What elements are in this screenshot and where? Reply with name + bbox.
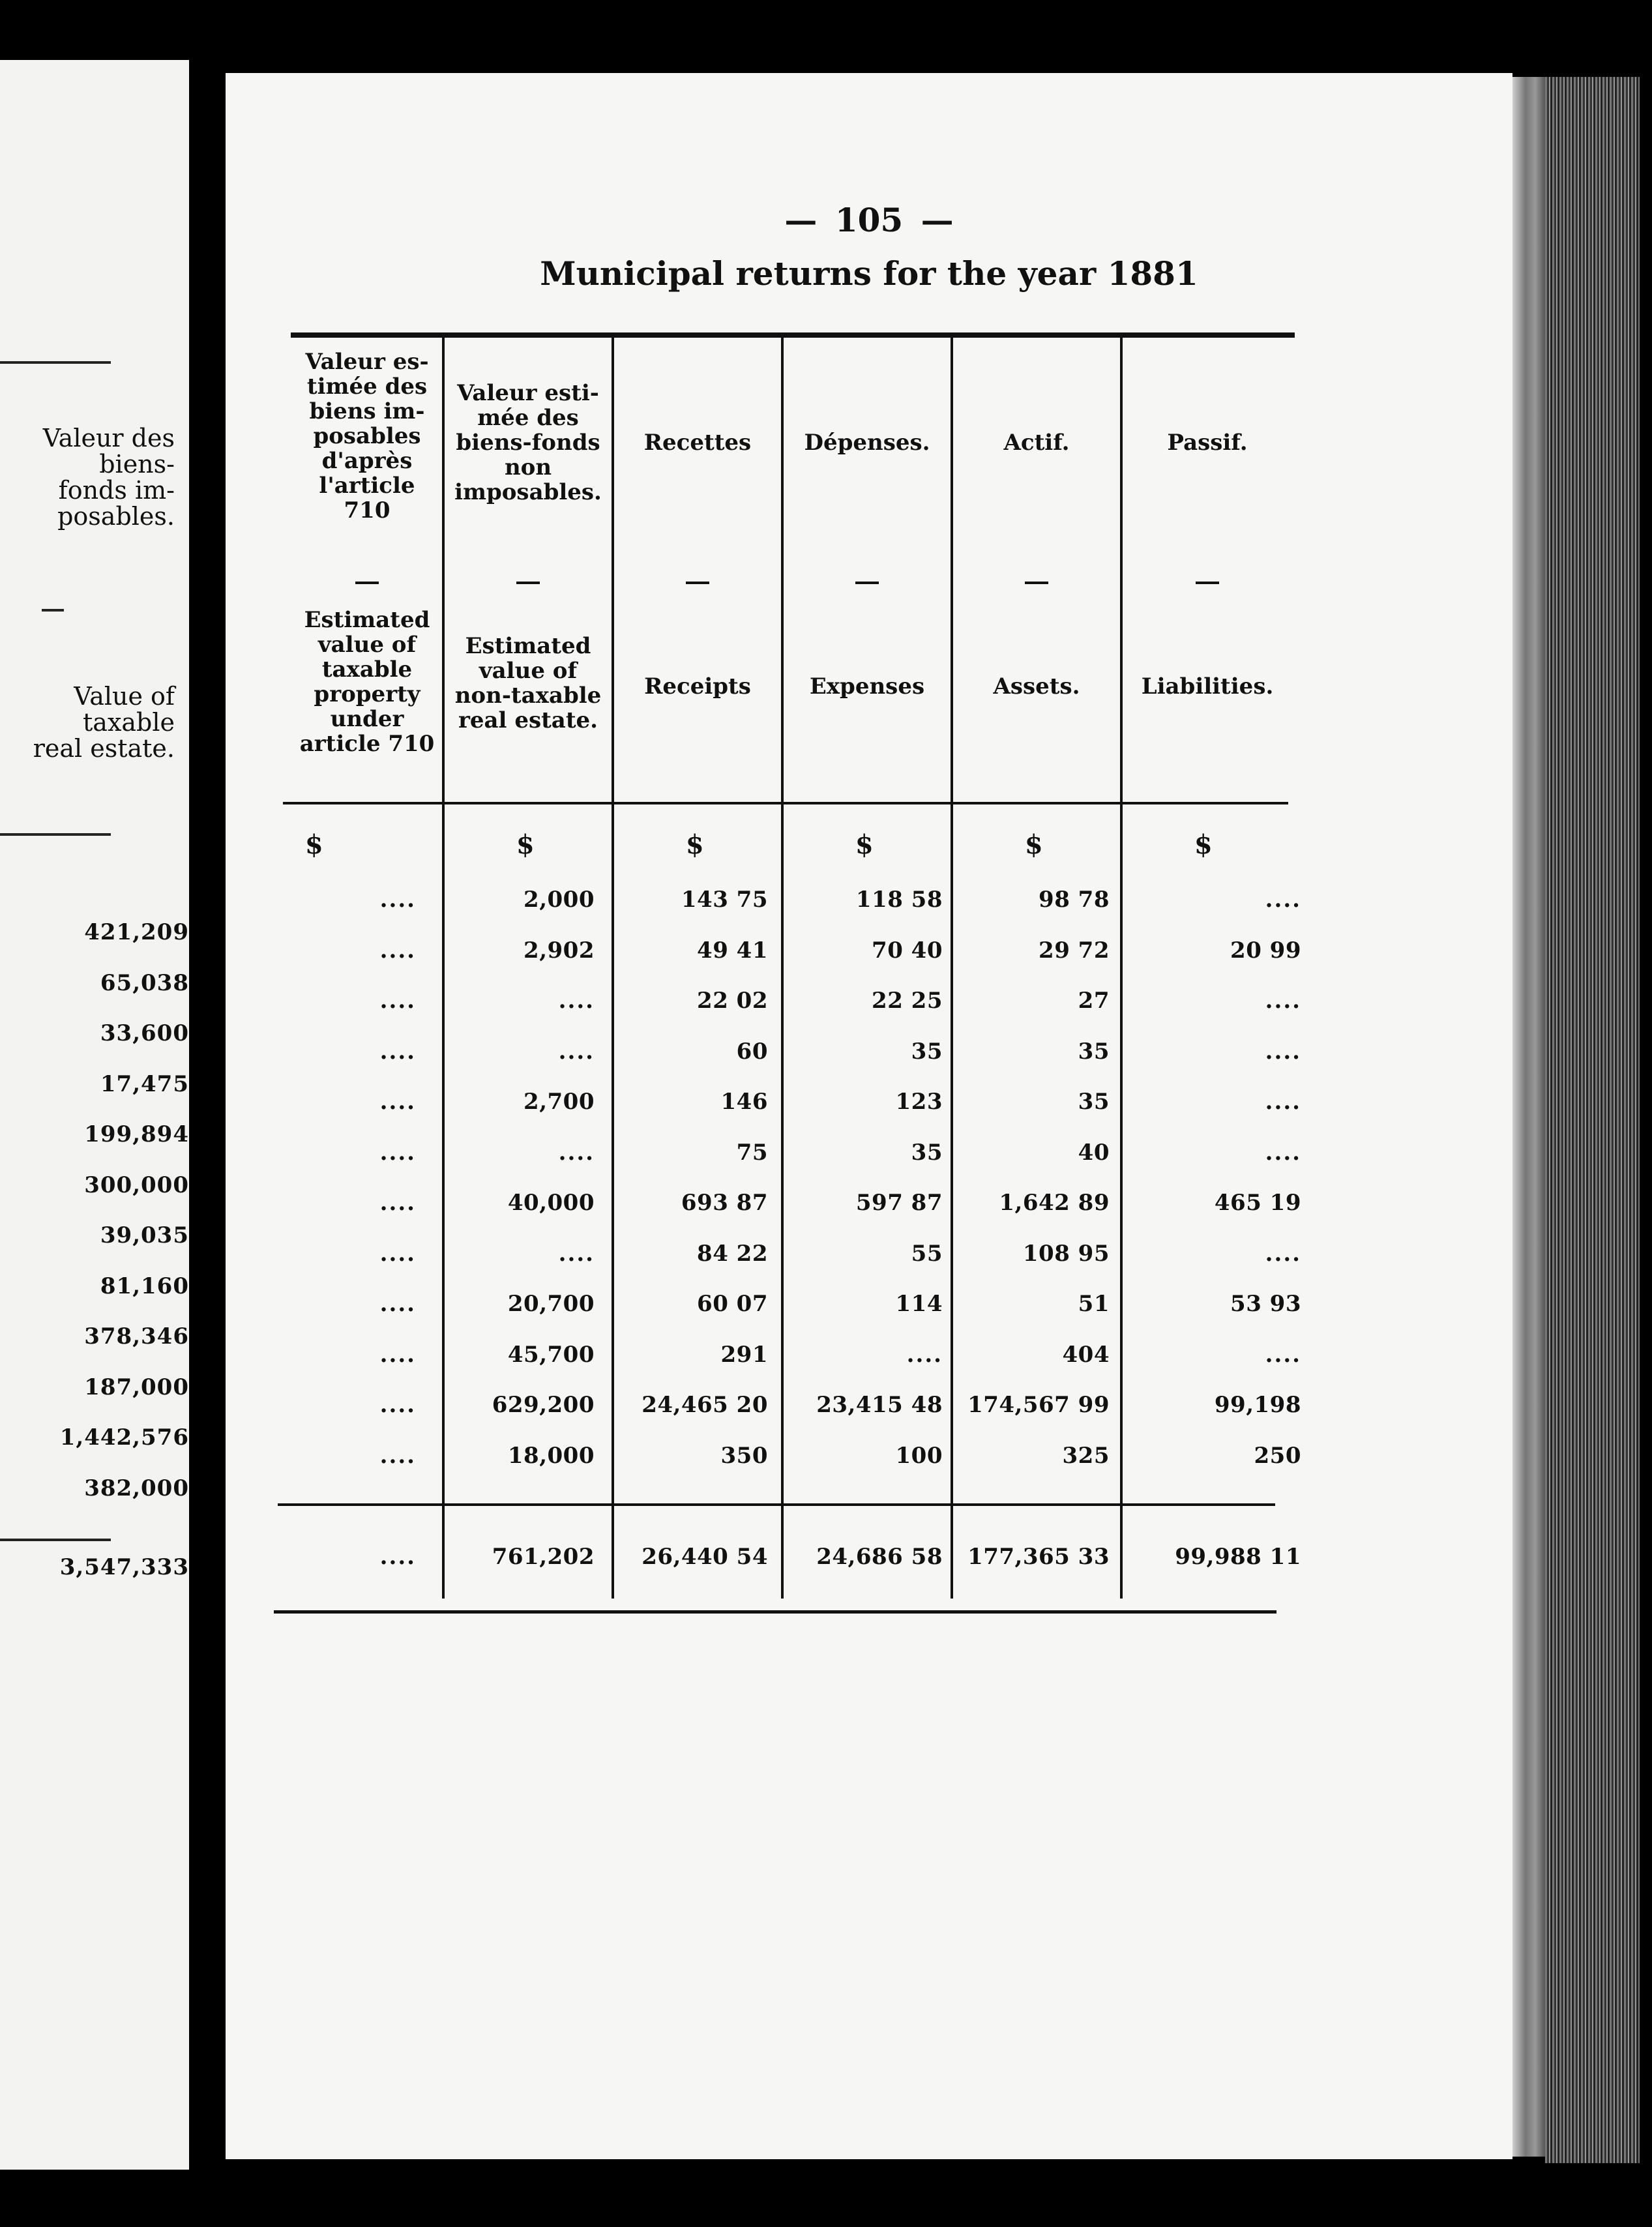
table-cell: .... bbox=[558, 1240, 595, 1267]
column-header-french: Valeur esti- mée des biens-fonds non imposables. bbox=[454, 380, 602, 505]
table-cell: 75 bbox=[736, 1139, 768, 1166]
table-cell: 35 bbox=[1078, 1089, 1110, 1115]
table-cell: 174,567 99 bbox=[967, 1392, 1110, 1418]
table-cell: 2,902 bbox=[524, 937, 595, 964]
table-cell: 35 bbox=[1078, 1038, 1110, 1065]
table-cell: 404 bbox=[1062, 1341, 1110, 1368]
column-header bbox=[447, 73, 609, 797]
column-divider bbox=[781, 338, 784, 1599]
table-cell: 108 95 bbox=[1022, 1240, 1110, 1267]
table-cell: 693 87 bbox=[681, 1190, 768, 1216]
column-header-english: Estimated value of taxable property under article 710 bbox=[299, 607, 435, 757]
column-divider bbox=[1120, 338, 1123, 1599]
table-cell: .... bbox=[1265, 988, 1301, 1014]
page-title: Municipal returns for the year 1881 bbox=[540, 254, 1198, 293]
column-header-english: Estimated value of non-taxable real estate. bbox=[454, 633, 602, 733]
table-cell: 597 87 bbox=[855, 1190, 943, 1216]
table-cell: .... bbox=[1265, 1341, 1301, 1368]
header-dash bbox=[855, 582, 879, 584]
header-dash bbox=[355, 582, 379, 584]
table-cell: 291 bbox=[720, 1341, 768, 1368]
left-value: 300,000 bbox=[84, 1172, 189, 1198]
table-cell: 20 99 bbox=[1230, 937, 1301, 964]
total-rule bbox=[0, 1539, 111, 1541]
table-cell: 22 25 bbox=[872, 988, 943, 1014]
table-cell: 20,700 bbox=[507, 1291, 595, 1317]
header-dash bbox=[686, 582, 709, 584]
table-cell: 40 bbox=[1078, 1139, 1110, 1166]
table-cell: .... bbox=[379, 1240, 416, 1267]
table-cell: 51 bbox=[1078, 1291, 1110, 1317]
table-cell: 98 78 bbox=[1039, 887, 1110, 913]
table-cell: 35 bbox=[911, 1139, 943, 1166]
column-header-french: Recettes bbox=[643, 430, 752, 456]
left-french-header: Valeur des biens- fonds im- posables. bbox=[42, 424, 175, 531]
header-rule bbox=[0, 361, 111, 364]
left-english-header: Value of taxable real estate. bbox=[33, 682, 175, 763]
total-cell: 177,365 33 bbox=[967, 1544, 1110, 1570]
table-cell: 114 bbox=[895, 1291, 943, 1317]
column-header-english: Expenses bbox=[809, 673, 925, 700]
table-cell: .... bbox=[379, 937, 416, 964]
table-cell: 99,198 bbox=[1214, 1392, 1301, 1418]
column-header-french: Dépenses. bbox=[804, 430, 930, 456]
currency-symbol: $ bbox=[304, 829, 324, 860]
table-cell: 23,415 48 bbox=[816, 1392, 943, 1418]
currency-symbol: $ bbox=[855, 829, 874, 860]
header-dash bbox=[1025, 582, 1048, 584]
page bbox=[226, 73, 1512, 2159]
column-header bbox=[956, 73, 1117, 797]
table-cell: 143 75 bbox=[681, 887, 768, 913]
column-header-english: Assets. bbox=[993, 673, 1080, 700]
currency-symbol: $ bbox=[685, 829, 705, 860]
header-dash bbox=[1196, 582, 1219, 584]
table-cell: 22 02 bbox=[697, 988, 768, 1014]
table-cell: .... bbox=[379, 887, 416, 913]
table-cell: .... bbox=[379, 1341, 416, 1368]
table-cell: .... bbox=[1265, 1038, 1301, 1065]
left-total: 3,547,333 bbox=[59, 1554, 189, 1580]
column-header bbox=[1125, 73, 1290, 797]
column-header-english: Receipts bbox=[644, 673, 751, 700]
table-cell: 465 19 bbox=[1214, 1190, 1301, 1216]
total-cell: 24,686 58 bbox=[816, 1544, 943, 1570]
table-cell: 250 bbox=[1254, 1442, 1301, 1469]
table-cell: .... bbox=[379, 1392, 416, 1418]
total-cell: 99,988 11 bbox=[1175, 1544, 1301, 1570]
total-cell: 761,202 bbox=[492, 1544, 595, 1570]
left-value: 33,600 bbox=[100, 1020, 189, 1046]
left-value: 65,038 bbox=[100, 969, 189, 996]
currency-symbol: $ bbox=[516, 829, 535, 860]
left-value: 39,035 bbox=[100, 1222, 189, 1248]
totals-rule bbox=[278, 1503, 1275, 1506]
table-cell: 49 41 bbox=[697, 937, 768, 964]
table-cell: 629,200 bbox=[492, 1392, 595, 1418]
header-dash bbox=[516, 582, 540, 584]
table-cell: .... bbox=[1265, 887, 1301, 913]
table-cell: 70 40 bbox=[872, 937, 943, 964]
column-header-french: Passif. bbox=[1167, 430, 1248, 456]
table-cell: 2,700 bbox=[524, 1089, 595, 1115]
currency-symbol: $ bbox=[1194, 829, 1213, 860]
table-cell: 2,000 bbox=[524, 887, 595, 913]
table-cell: 24,465 20 bbox=[642, 1392, 768, 1418]
left-value: 81,160 bbox=[100, 1273, 189, 1299]
total-cell: .... bbox=[379, 1544, 416, 1570]
table-cell: .... bbox=[379, 1442, 416, 1469]
column-header-french: Actif. bbox=[1003, 430, 1070, 456]
previous-page-fragment bbox=[0, 60, 189, 2170]
table-cell: .... bbox=[379, 1139, 416, 1166]
page-edges bbox=[1545, 77, 1640, 2163]
left-value: 1,442,576 bbox=[59, 1424, 189, 1451]
total-cell: 26,440 54 bbox=[642, 1544, 768, 1570]
column-header bbox=[786, 73, 948, 797]
page-number: — 105 — bbox=[784, 201, 954, 239]
table-cell: .... bbox=[379, 1291, 416, 1317]
table-cell: 60 07 bbox=[697, 1291, 768, 1317]
left-value: 421,209 bbox=[84, 919, 189, 945]
table-cell: 118 58 bbox=[855, 887, 943, 913]
book-spine-shadow bbox=[1512, 77, 1545, 2157]
header-dash bbox=[42, 609, 64, 612]
left-value: 187,000 bbox=[84, 1374, 189, 1400]
table-cell: 27 bbox=[1078, 988, 1110, 1014]
table-cell: .... bbox=[558, 1038, 595, 1065]
column-header-french: Valeur es- timée des biens im- posables d'après l'article 710 bbox=[305, 349, 429, 524]
table-cell: .... bbox=[1265, 1089, 1301, 1115]
table-cell: 60 bbox=[736, 1038, 768, 1065]
table-cell: .... bbox=[379, 1190, 416, 1216]
column-header-english: Liabilities. bbox=[1141, 673, 1274, 700]
column-header bbox=[617, 73, 778, 797]
table-cell: 100 bbox=[895, 1442, 943, 1469]
table-cell: 53 93 bbox=[1230, 1291, 1301, 1317]
left-value: 382,000 bbox=[84, 1475, 189, 1501]
table-bottom-rule bbox=[274, 1610, 1276, 1614]
column-divider bbox=[612, 338, 614, 1599]
table-cell: .... bbox=[906, 1341, 943, 1368]
table-cell: .... bbox=[1265, 1139, 1301, 1166]
table-cell: 18,000 bbox=[507, 1442, 595, 1469]
table-cell: 55 bbox=[911, 1240, 943, 1267]
left-value: 378,346 bbox=[84, 1323, 189, 1349]
table-cell: 84 22 bbox=[697, 1240, 768, 1267]
table-cell: 1,642 89 bbox=[999, 1190, 1110, 1216]
table-cell: 40,000 bbox=[507, 1190, 595, 1216]
left-value: 17,475 bbox=[100, 1070, 189, 1097]
table-cell: .... bbox=[558, 1139, 595, 1166]
header-rule bbox=[283, 802, 1288, 804]
table-cell: .... bbox=[558, 988, 595, 1014]
table-cell: 146 bbox=[720, 1089, 768, 1115]
table-cell: 350 bbox=[720, 1442, 768, 1469]
table-cell: .... bbox=[379, 1089, 416, 1115]
column-divider bbox=[442, 338, 445, 1599]
table-cell: .... bbox=[379, 1038, 416, 1065]
table-cell: .... bbox=[1265, 1240, 1301, 1267]
table-cell: .... bbox=[379, 988, 416, 1014]
header-bottom-rule bbox=[0, 833, 111, 836]
table-cell: 45,700 bbox=[507, 1341, 595, 1368]
table-cell: 35 bbox=[911, 1038, 943, 1065]
column-header bbox=[295, 73, 439, 797]
column-divider bbox=[951, 338, 953, 1599]
left-value: 199,894 bbox=[84, 1121, 189, 1147]
table-cell: 325 bbox=[1062, 1442, 1110, 1469]
table-cell: 29 72 bbox=[1039, 937, 1110, 964]
currency-symbol: $ bbox=[1024, 829, 1044, 860]
table-cell: 123 bbox=[895, 1089, 943, 1115]
